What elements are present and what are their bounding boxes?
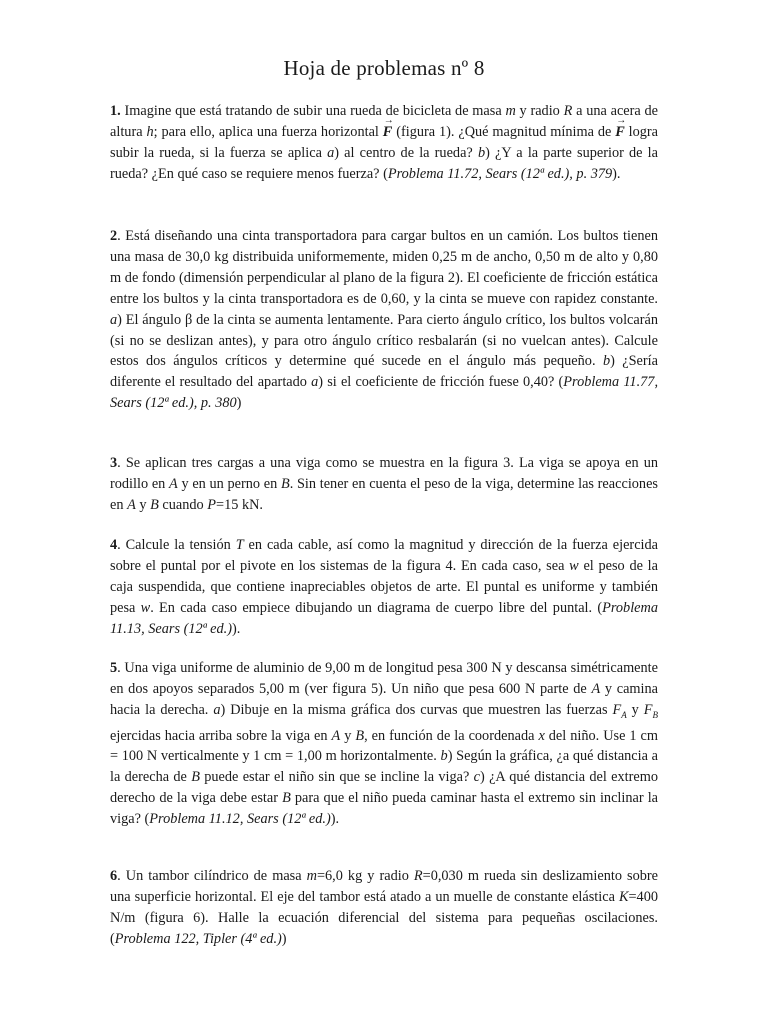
vector-f: → F bbox=[383, 122, 393, 143]
page-title: Hoja de problemas nº 8 bbox=[283, 56, 485, 80]
problem-number: 6 bbox=[110, 868, 118, 884]
problem-1 bbox=[110, 101, 658, 185]
problem-text: . Está diseñando una cinta transportadora para cargar bultos en un camión. Los bultos tienen una masa de 30,0 kg distribuida uniformemente, miden 0,25 m de ancho, 0,50 m de alto y 0,80 m de fondo (dimensión perpendicular al plano de la figura 2). El coeficiente de fricción estática entre los bultos y la cinta transportadora es de 0,60, y la cinta se mueve con rapidez constante. a) El ángulo β de la cinta se aumenta lentamente. Para cierto ángulo crítico, los bultos volcarán (si no se deslizan antes), y para otro ángulo crítico resbalarán (si no vuelcan antes). Calcule estos dos ángulos críticos y determine qué sucede en el ángulo más pequeño. b) ¿Sería diferente el resultado del apartado a) si el coeficiente de fricción fuese 0,40? (Problema 11.77, Sears (12ª ed.), p. 380) bbox=[110, 228, 659, 412]
problem-3 bbox=[110, 453, 658, 516]
problem-number: 1. bbox=[110, 103, 121, 119]
problem-number: 4 bbox=[110, 537, 118, 553]
problem-text: Imagine que está tratando de subir una rueda de bicicleta de masa m y radio R a una acera de altura h; para ello, aplica una fuerza horizontal → F (figura 1). ¿Qué magnitud mínima de → F logra subir la rueda, si la fuerza se aplica a) al centro de la rueda? b) ¿Y a la parte superior de la rueda? ¿En qué caso se requiere menos fuerza? (Problema 11.72, Sears (12ª ed.), p. 379). bbox=[110, 103, 658, 182]
problem-2 bbox=[110, 226, 658, 414]
problem-text: . Calcule la tensión T en cada cable, así como la magnitud y dirección de la fuerza ejercida sobre el puntal por el pivote en los sistemas de la figura 4. En cada caso, sea w el peso de la caja suspendida, que contiene inapreciables objetos de arte. El puntal es uniforme y también pesa w. En cada caso empiece dibujando un diagrama de cuerpo libre del puntal. (Problema 11.13, Sears (12ª ed.)). bbox=[110, 537, 659, 637]
problem-4 bbox=[110, 535, 658, 640]
problem-number: 3 bbox=[110, 455, 118, 471]
problem-text: . Una viga uniforme de aluminio de 9,00 m de longitud pesa 300 N y descansa simétricamente en dos apoyos separados 5,00 m (ver figura 5). Un niño que pesa 600 N parte de A y camina hacia la derecha. a) Dibuje en la misma gráfica dos curvas que muestren las fuerzas $F_A$ y $F_B$ ejercidas hacia arriba sobre la viga en A y B, en función de la coordenada x del niño. Use 1 cm = 100 N verticalmente y 1 cm = 1,00 m horizontalmente. b) Según la gráfica, ¿a qué distancia a la derecha de B puede estar el niño sin que se incline la viga? c) ¿A qué distancia del extremo derecho de la viga debe estar B para que el niño pueda caminar hasta el extremo sin inclinar la viga? (Problema 11.12, Sears (12ª ed.)). bbox=[110, 660, 659, 828]
problem-number: 2 bbox=[110, 228, 118, 244]
problem-number: 5 bbox=[110, 660, 118, 676]
problem-5 bbox=[110, 658, 658, 830]
problem-text: . Un tambor cilíndrico de masa m=6,0 kg y radio R=0,030 m rueda sin deslizamiento sobre una superficie horizontal. El eje del tambor está atado a un muelle de constante elástica K=400 N/m (figura 6). Halle la ecuación diferencial del sistema para pequeñas oscilaciones. (Problema 122, Tipler (4ª ed.)) bbox=[110, 868, 658, 947]
vector-f: → F bbox=[615, 122, 625, 143]
problem-text: . Se aplican tres cargas a una viga como se muestra en la figura 3. La viga se apoya en un rodillo en A y en un perno en B. Sin tener en cuenta el peso de la viga, determine las reacciones en A y B cuando P=15 kN. bbox=[110, 455, 658, 513]
problem-6 bbox=[110, 866, 658, 950]
